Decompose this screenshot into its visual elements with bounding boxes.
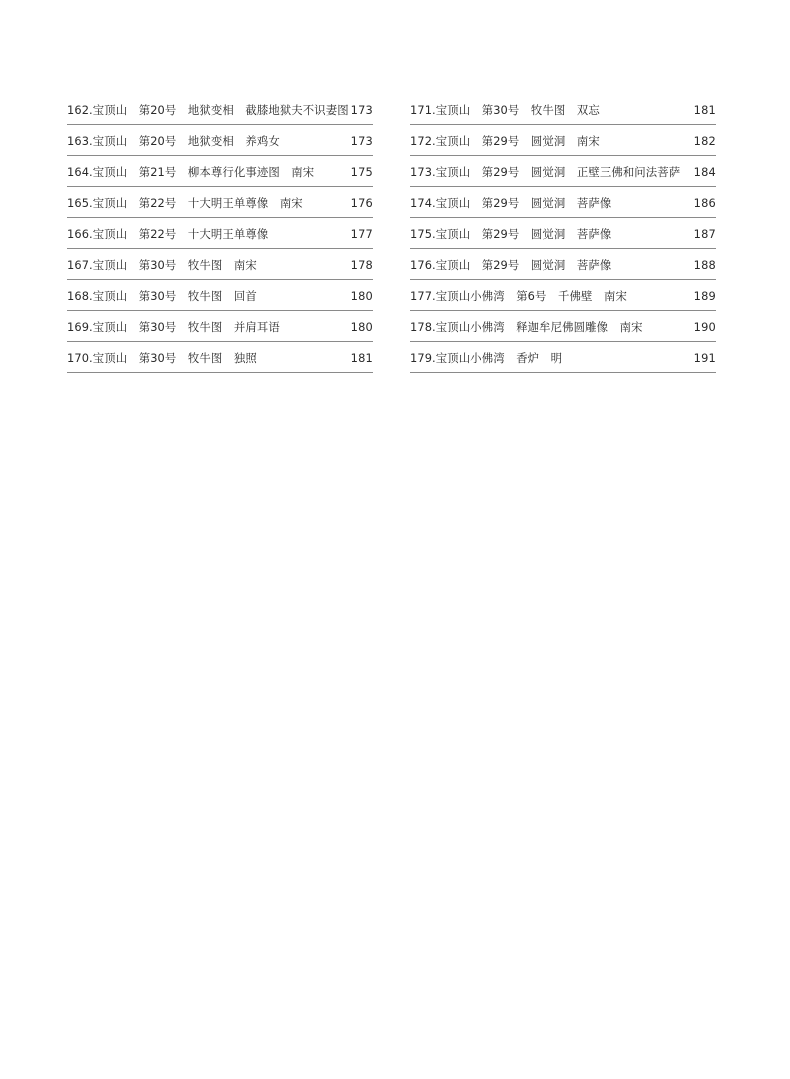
entry-page-number: 184 [693, 164, 716, 179]
entry-page-number: 173 [350, 102, 373, 117]
toc-entry[interactable] [67, 218, 373, 249]
entry-title: 174.宝顶山 第29号 圆觉洞 菩萨像 [410, 195, 612, 210]
entry-title: 170.宝顶山 第30号 牧牛图 独照 [67, 350, 257, 365]
toc-entry[interactable] [67, 280, 373, 311]
entry-page-number: 191 [693, 350, 716, 365]
entry-page-number: 176 [350, 195, 373, 210]
entry-title: 171.宝顶山 第30号 牧牛图 双忘 [410, 102, 600, 117]
entry-page-number: 182 [693, 133, 716, 148]
toc-entry[interactable] [67, 125, 373, 156]
toc-entry[interactable] [410, 280, 716, 311]
toc-entry[interactable] [410, 342, 716, 373]
toc-entry[interactable] [410, 187, 716, 218]
entry-page-number: 177 [350, 226, 373, 241]
entry-title: 178.宝顶山小佛湾 释迦牟尼佛圆雕像 南宋 [410, 319, 643, 334]
toc-entry[interactable] [67, 311, 373, 342]
entry-page-number: 181 [693, 102, 716, 117]
entry-page-number: 186 [693, 195, 716, 210]
toc-entry[interactable] [410, 94, 716, 125]
entry-page-number: 175 [350, 164, 373, 179]
entry-page-number: 180 [350, 288, 373, 303]
entry-page-number: 190 [693, 319, 716, 334]
toc-entry[interactable] [67, 156, 373, 187]
entry-page-number: 189 [693, 288, 716, 303]
entry-title: 168.宝顶山 第30号 牧牛图 回首 [67, 288, 257, 303]
entry-title: 172.宝顶山 第29号 圆觉洞 南宋 [410, 133, 600, 148]
entry-title: 177.宝顶山小佛湾 第6号 千佛壁 南宋 [410, 288, 627, 303]
entry-title: 162.宝顶山 第20号 地狱变相 截膝地狱夫不识妻图 [67, 102, 349, 117]
entry-title: 163.宝顶山 第20号 地狱变相 养鸡女 [67, 133, 280, 148]
toc-entry[interactable] [67, 187, 373, 218]
entry-page-number: 187 [693, 226, 716, 241]
entry-title: 166.宝顶山 第22号 十大明王单尊像 [67, 226, 269, 241]
entry-page-number: 178 [350, 257, 373, 272]
entry-title: 176.宝顶山 第29号 圆觉洞 菩萨像 [410, 257, 612, 272]
entry-title: 167.宝顶山 第30号 牧牛图 南宋 [67, 257, 257, 272]
entry-page-number: 181 [350, 350, 373, 365]
entry-page-number: 173 [350, 133, 373, 148]
toc-entry[interactable] [67, 342, 373, 373]
toc-left-column [67, 94, 373, 373]
table-of-contents [0, 94, 790, 377]
entry-title: 179.宝顶山小佛湾 香炉 明 [410, 350, 563, 365]
entry-title: 165.宝顶山 第22号 十大明王单尊像 南宋 [67, 195, 303, 210]
toc-entry[interactable] [410, 218, 716, 249]
toc-entry[interactable] [410, 311, 716, 342]
toc-entry[interactable] [410, 156, 716, 187]
entry-title: 173.宝顶山 第29号 圆觉洞 正壁三佛和问法菩萨 [410, 164, 681, 179]
entry-title: 169.宝顶山 第30号 牧牛图 并肩耳语 [67, 319, 280, 334]
toc-right-column [410, 94, 716, 373]
entry-title: 164.宝顶山 第21号 柳本尊行化事迹图 南宋 [67, 164, 315, 179]
toc-entry[interactable] [410, 249, 716, 280]
toc-entry[interactable] [67, 249, 373, 280]
toc-entry[interactable] [67, 94, 373, 125]
entry-title: 175.宝顶山 第29号 圆觉洞 菩萨像 [410, 226, 612, 241]
toc-entry[interactable] [410, 125, 716, 156]
entry-page-number: 188 [693, 257, 716, 272]
entry-page-number: 180 [350, 319, 373, 334]
